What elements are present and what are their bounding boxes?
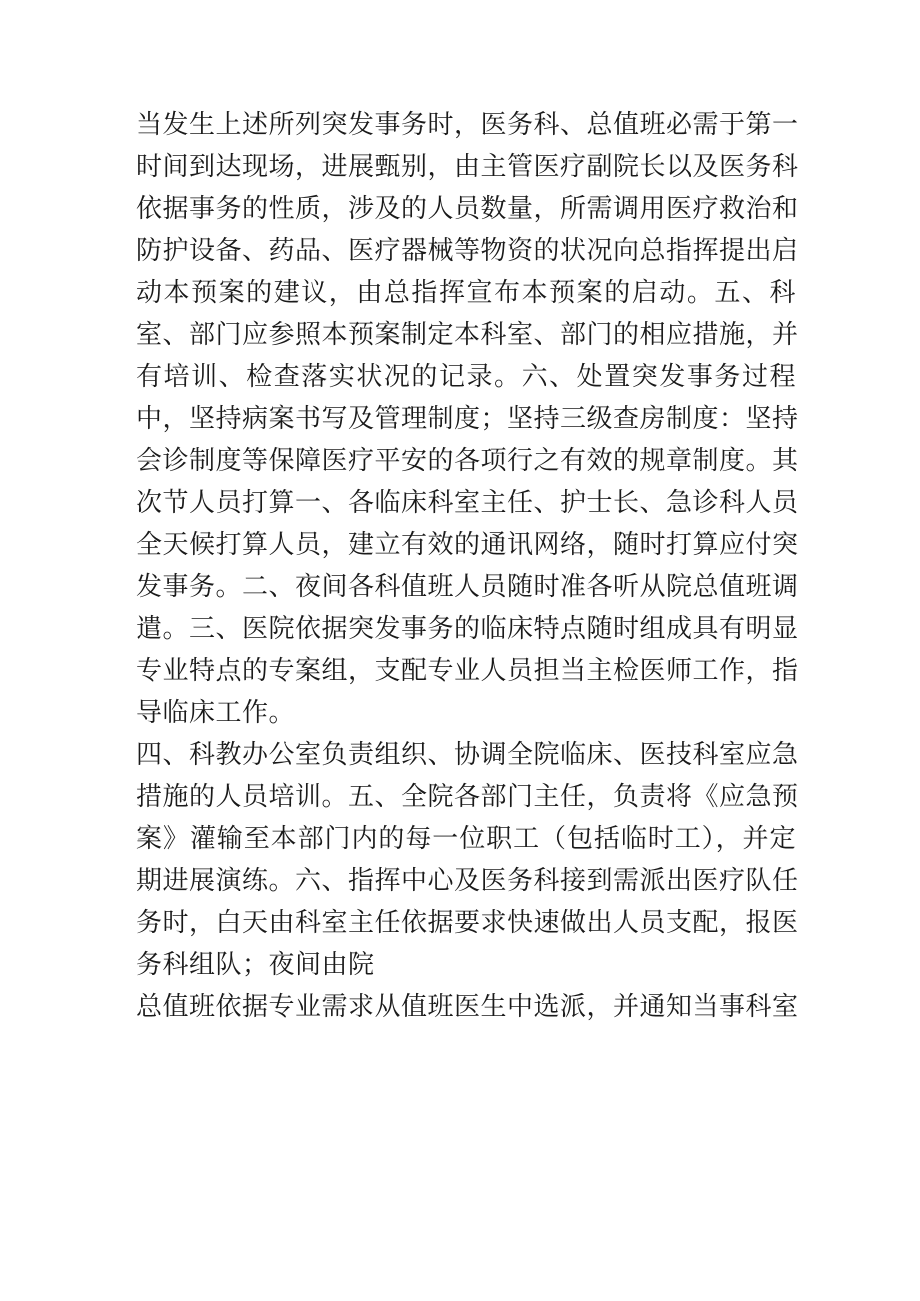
text-line: 四、科教办公室负责组织、协调全院临床、医技科室应急 xyxy=(136,740,799,770)
text-line: 中，坚持病案书写及管理制度；坚持三级查房制度：坚持 xyxy=(136,404,799,434)
text-line: 有培训、检查落实状况的记录。六、处置突发事务过程 xyxy=(136,362,796,392)
text-line: 总值班依据专业需求从值班医生中选派，并通知当事科室 xyxy=(136,992,799,1022)
text-line: 依据事务的性质，涉及的人员数量，所需调用医疗救治和 xyxy=(136,194,799,224)
text-line: 防护设备、药品、医疗器械等物资的状况向总指挥提出启 xyxy=(136,236,799,266)
document-body-text xyxy=(136,104,799,1028)
text-line: 遣。三、医院依据突发事务的临床特点随时组成具有明显 xyxy=(136,614,799,644)
text-line: 务时，白天由科室主任依据要求快速做出人员支配，报医 xyxy=(136,908,799,938)
text-line: 当发生上述所列突发事务时，医务科、总值班必需于第一 xyxy=(136,110,799,140)
text-line: 务科组队；夜间由院 xyxy=(136,950,375,980)
text-line: 动本预案的建议，由总指挥宣布本预案的启动。五、科 xyxy=(136,278,796,308)
text-line: 时间到达现场，进展甄别，由主管医疗副院长以及医务科 xyxy=(136,152,799,182)
text-line: 全天候打算人员，建立有效的通讯网络，随时打算应付突 xyxy=(136,530,799,560)
text-line: 次节人员打算一、各临床科室主任、护士长、急诊科人员 xyxy=(136,488,799,518)
text-line: 案》灌输至本部门内的每一位职工（包括临时工），并定 xyxy=(136,824,796,854)
text-line: 导临床工作。 xyxy=(136,698,296,728)
text-line: 专业特点的专案组，支配专业人员担当主检医师工作，指 xyxy=(136,656,799,686)
text-line: 发事务。二、夜间各科值班人员随时准各听从院总值班调 xyxy=(136,572,799,602)
text-line: 室、部门应参照本预案制定本科室、部门的相应措施，并 xyxy=(136,320,799,350)
text-line: 措施的人员培训。五、全院各部门主任，负责将《应急预 xyxy=(136,782,799,812)
text-line: 会诊制度等保障医疗平安的各项行之有效的规章制度。其 xyxy=(136,446,799,476)
text-line: 期进展演练。六、指挥中心及医务科接到需派出医疗队任 xyxy=(136,866,799,896)
